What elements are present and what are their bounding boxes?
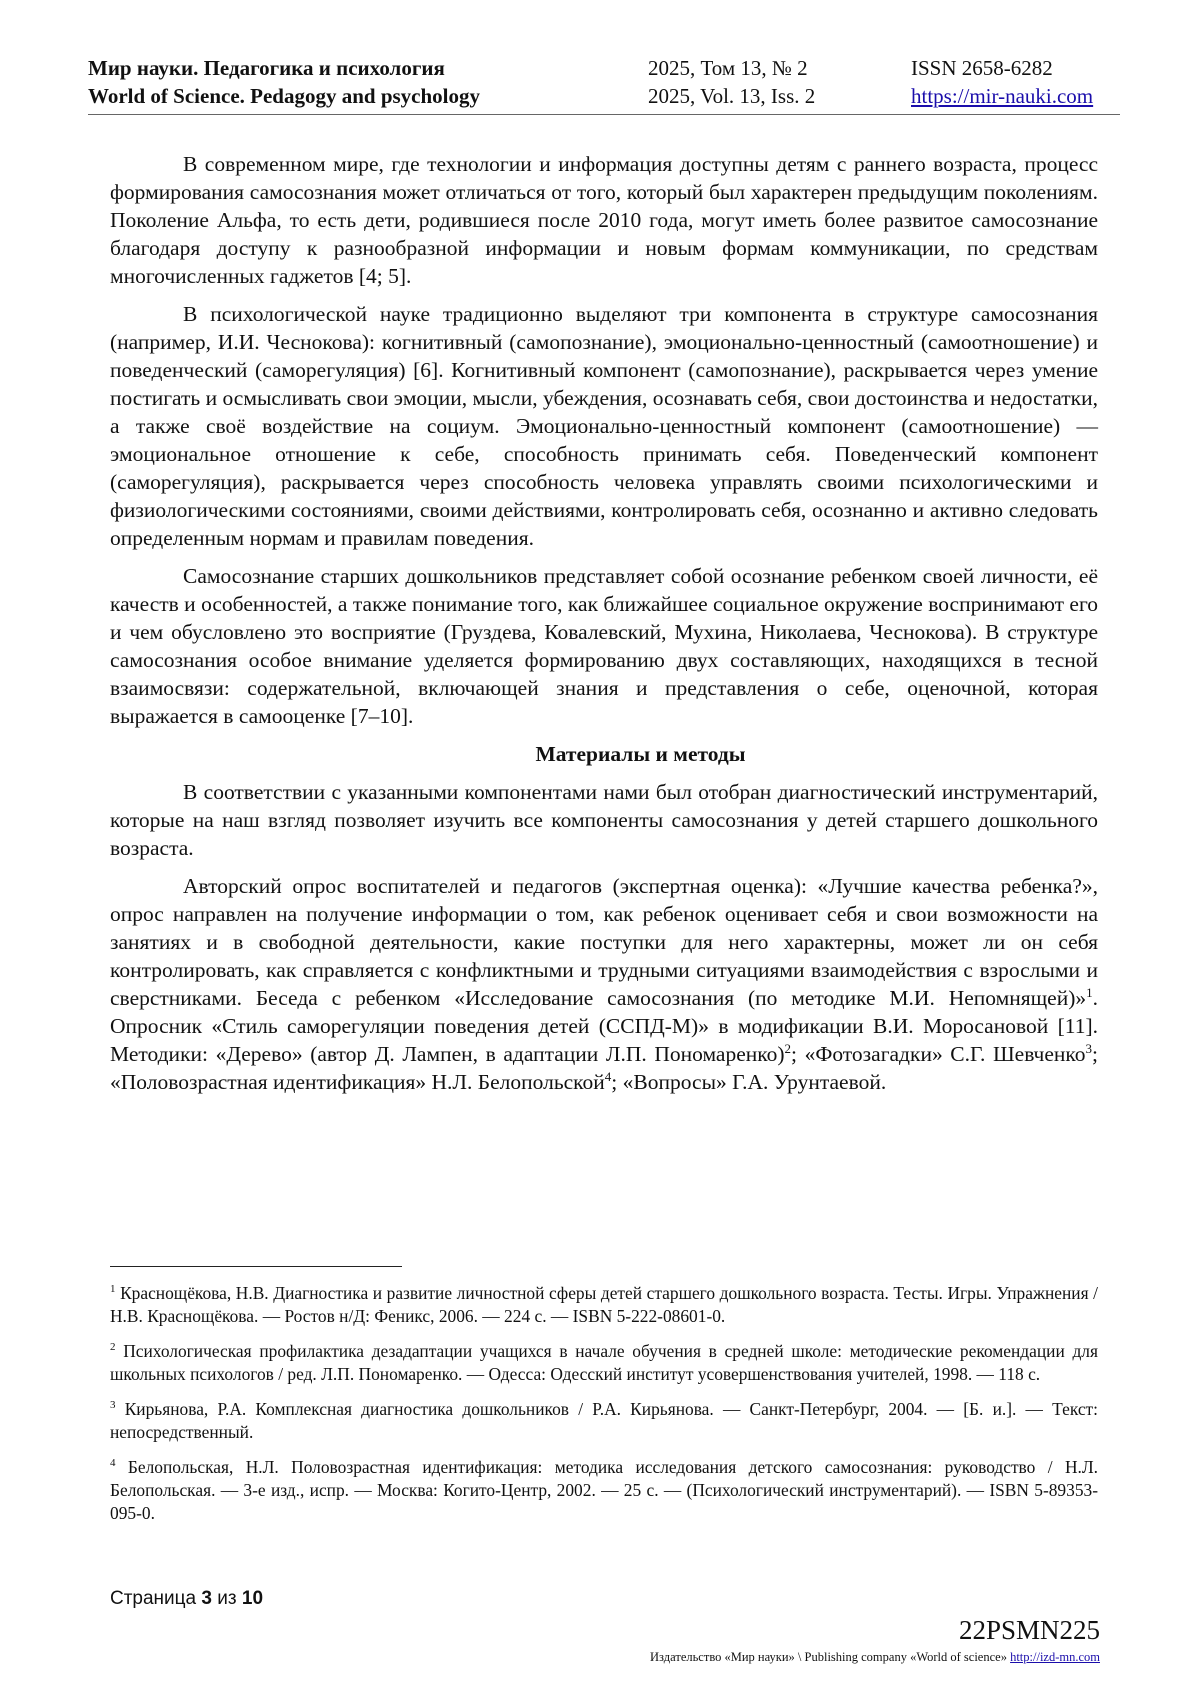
issue-ru: 2025, Том 13, № 2 <box>648 56 808 80</box>
footnote-ref-2[interactable]: 2 <box>784 1040 792 1056</box>
footnote-number: 4 <box>110 1457 116 1470</box>
publisher-text: Издательство «Мир науки» \ Publishing company «World of science» <box>650 1650 1007 1664</box>
journal-title-ru: Мир науки. Педагогика и психология <box>88 56 445 80</box>
footnote-ref-4[interactable]: 4 <box>604 1068 612 1084</box>
paragraph-2: В психологической науке традиционно выделяют три компонента в структуре самосознания (например, И.И. Чеснокова): когнитивный (самопознание), эмоционально-ценностный (самоотношение) и поведенческий (саморегуляция) [6]. Когнитивный компонент (самопознание), раскрывается через умение постигать и осмысливать свои эмоции, мысли, убеждения, осознавать себя, свои достоинства и недостатки, а также своё воздействие на социум. Эмоционально-ценностный компонент (самоотношение) — эмоциональное отношение к себе, способность принимать себя. Поведенческий компонент (саморегуляция), раскрывается через способность человека управлять своими психологическими и физиологическими состояниями, своими действиями, контролировать себя, осознанно и активно следовать определенным нормам и правилам поведения. <box>110 302 1098 550</box>
journal-title-en: World of Science. Pedagogy and psychology <box>88 84 481 108</box>
page-word: Страница <box>110 1588 197 1609</box>
footnote-ref-3[interactable]: 3 <box>1085 1040 1093 1056</box>
paragraph-5-part-d: ; «Половозрастная идентификация» Н.Л. Белопольской <box>110 1042 1098 1094</box>
article-code: 22PSMN225 <box>958 1615 1100 1645</box>
section-title: Материалы и методы <box>535 742 746 766</box>
issn-block <box>911 54 1093 110</box>
issn: ISSN 2658-6282 <box>911 56 1053 80</box>
paragraph-4: В соответствии с указанными компонентами нами был отобран диагностический инструментарий, которые на наш взгляд позволяет изучить все компоненты самосознания у детей старшего дошкольного возраста. <box>110 780 1098 860</box>
page-total: 10 <box>241 1588 264 1609</box>
footnote-item <box>110 1340 1098 1386</box>
footnote-separator <box>110 1266 402 1267</box>
publisher-link[interactable]: http://izd-mn.com <box>1010 1650 1100 1664</box>
footnote-item <box>110 1456 1098 1525</box>
footnote-text: Психологическая профилактика дезадаптации учащихся в начале обучения в средней школе: методические рекомендации для школьных психологов / ред. Л.П. Пономаренко. — Одесса: Одесский институт усовершенствования учителей, 1998. — 118 с. <box>110 1341 1098 1384</box>
footnotes <box>110 1282 1098 1537</box>
issue-block <box>648 54 815 110</box>
page-of: из <box>217 1588 237 1609</box>
footnote-text: Краснощёкова, Н.В. Диагностика и развитие личностной сферы детей старшего дошкольного возраста. Тесты. Игры. Упражнения / Н.В. Краснощёкова. — Ростов н/Д: Феникс, 2006. — 224 с. — ISBN 5-222-08601-0. <box>110 1283 1098 1326</box>
footnote-item <box>110 1282 1098 1328</box>
issue-en: 2025, Vol. 13, Iss. 2 <box>648 84 816 108</box>
footnote-text: Кирьянова, Р.А. Комплексная диагностика дошкольников / Р.А. Кирьянова. — Санкт-Петербург, 2004. — [Б. и.]. — Текст: непосредственный. <box>110 1399 1098 1442</box>
page-number <box>110 1588 263 1610</box>
paragraph-3: Самосознание старших дошкольников представляет собой осознание ребенком своей личности, её качеств и особенностей, а также понимание того, как ближайшее социальное окружение воспринимают его и чем обусловлено это восприятие (Груздева, Ковалевский, Мухина, Николаева, Чеснокова). В структуре самосознания особое внимание уделяется формированию двух составляющих, находящихся в тесной взаимосвязи: содержательной, включающей знания и представления о себе, оценочной, которая выражается в самооценке [7–10]. <box>110 564 1098 728</box>
footnote-number: 3 <box>110 1399 116 1412</box>
paragraph-5-part-b: . Опросник «Стиль саморегуляции поведения детей (ССПД-М)» в модификации В.И. Моросановой [11]. Методики: «Дерево» (автор Д. Лампен, в адаптации Л.П. Пономаренко) <box>110 986 1098 1066</box>
footnote-number: 1 <box>110 1283 116 1296</box>
journal-header <box>88 50 1120 115</box>
footnote-ref-1[interactable]: 1 <box>1086 984 1093 1000</box>
footnote-number: 2 <box>110 1341 116 1354</box>
paragraph-5-part-e: ; «Вопросы» Г.А. Урунтаевой. <box>611 1070 887 1094</box>
footnote-text: Белопольская, Н.Л. Половозрастная идентификация: методика исследования детского самосознания: руководство / Н.Л. Белопольская. — 3-е изд., испр. — Москва: Когито-Центр, 2002. — 25 с. — (Психологический инструментарий). — ISBN 5-89353-095-0. <box>110 1457 1098 1523</box>
journal-url-link[interactable]: https://mir-nauki.com <box>911 84 1094 108</box>
footnote-item <box>110 1398 1098 1444</box>
paragraph-1: В современном мире, где технологии и информация доступны детям с раннего возраста, процесс формирования самосознания может отличаться от того, который был характерен предыдущим поколениям. Поколение Альфа, то есть дети, родившиеся после 2010 года, могут иметь более развитое самосознание благодаря доступу к разнообразной информации и новым формам коммуникации, по средствам многочисленных гаджетов [4; 5]. <box>110 152 1098 288</box>
page-current: 3 <box>201 1588 212 1609</box>
journal-title-block <box>88 54 480 110</box>
paragraph-5-part-a: Авторский опрос воспитателей и педагогов (экспертная оценка): «Лучшие качества ребенка?», опрос направлен на получение информации о том, как ребенок оценивает себя и свои возможности на занятиях и в свободной деятельности, какие поступки для него характерны, может ли он себя контролировать, как справляется с конфликтными и трудными ситуациями взаимодействия с взрослыми и сверстниками. Беседа с ребенком «Исследование самосознания (по методике М.И. Непомнящей)» <box>110 874 1098 1010</box>
publisher-line <box>650 1650 1100 1665</box>
paragraph-5 <box>110 872 1098 1096</box>
article-body <box>110 150 1098 1106</box>
paragraph-5-part-c: ; «Фотозагадки» С.Г. Шевченко <box>791 1042 1086 1066</box>
